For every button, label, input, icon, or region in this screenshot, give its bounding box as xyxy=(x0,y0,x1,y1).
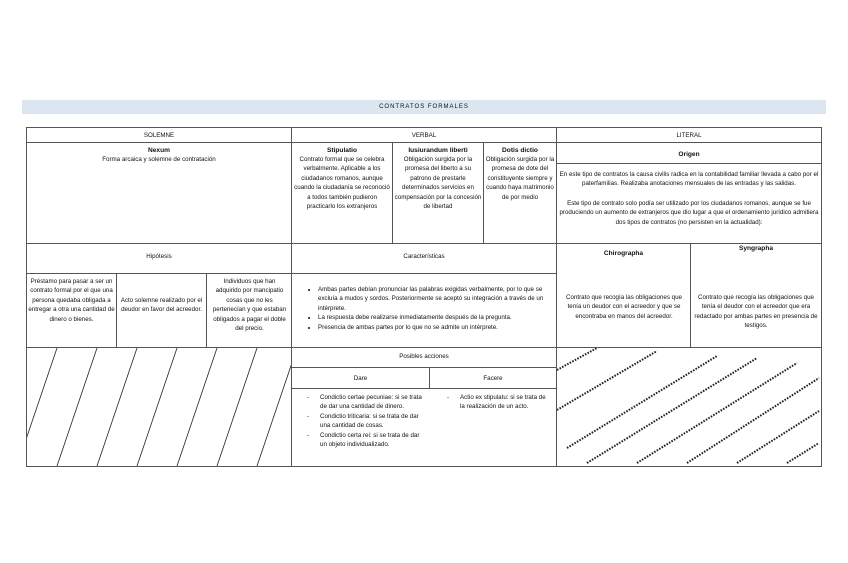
caracteristica-item: • La respuesta debe realizarse inmediatamente después de la pregunta. xyxy=(318,313,552,322)
iusiurandum-description: Obligación surgida por la promesa del liberto a su patrono de prestarle determinados servicios en compensación por la concesión de libertad xyxy=(394,156,482,211)
nexum-description: Forma arcaica y solemne de contratación xyxy=(102,156,216,163)
hipotesis-item-1: Préstamo para pasar a ser un contrato formal por el que una persona quedaba obligada a entregar a otra una cantidad de dinero o bienes. xyxy=(28,278,115,323)
hatch-solemne xyxy=(27,348,291,466)
dotis-dictio-description: Obligación surgida por la promesa de dote del constituyente siempre y cuando haya matrimonio de por medio xyxy=(485,156,555,201)
posibles-acciones-title: Posibles acciones xyxy=(399,353,449,360)
stipulatio-description: Contrato formal que se celebra verbalmente. Aplicable a los ciudadanos romanos, aunque cuando la ciudadanía se reconoció a todos también pudieron practicarlo los extranjeros xyxy=(294,156,390,211)
origen-paragraph-1: En este tipo de contratos la causa civilis radica en la contabilidad familiar llevada a cabo por el paterfamilias. Realizaba anotaciones mensuales de las entradas y las salidas. xyxy=(559,171,819,188)
syngrapha-title: Syngrapha xyxy=(738,245,774,252)
hatch-literal xyxy=(557,348,821,466)
facere-item: - Actio ex stipulatu: si se trata de la realización de un acto. xyxy=(460,393,552,412)
hipotesis-item-2: Acto solemne realizado por el deudor en favor del acreedor. xyxy=(120,297,203,314)
header-verbal: VERBAL xyxy=(411,132,437,139)
hipotesis-item-3: Individuos que han adquirido por mancipatio cosas que no les pertenecían y que estaban obligados a pagar el doble del precio. xyxy=(212,278,287,333)
table-title: CONTRATOS FORMALES xyxy=(22,100,826,114)
dare-list xyxy=(306,393,426,449)
nexum-title: Nexum xyxy=(148,147,170,154)
caracteristicas-list xyxy=(306,285,552,332)
caracteristicas-title: Características xyxy=(403,253,445,260)
hipotesis-title: Hipótesis xyxy=(146,253,172,260)
dare-title: Dare xyxy=(353,375,368,382)
caracteristica-item: • Ambas partes debían pronunciar las palabras exigidas verbalmente, por lo que se excluía a mudos y sordos. Posteriormente se aceptó su integración a través de un intérprete. xyxy=(318,285,552,313)
origen-title: Origen xyxy=(678,151,700,158)
chirographa-description: Contrato que recogía las obligaciones que tenía un deudor con el acreedor y que se encontraba en manos del acreedor. xyxy=(566,294,682,320)
header-literal: LITERAL xyxy=(676,132,702,139)
syngrapha-description: Contrato que recogía las obligaciones que tenía el deudor con el acreedor que era redactado por ambas partes en presencia de testigos. xyxy=(694,294,818,330)
origen-paragraph-2: Este tipo de contrato solo podía ser utilizado por los ciudadanos romanos, aunque se fue produciendo un aumento de extranjeros que dio lugar a que el ordenamiento jurídico admitiera dos tipos de contratos (no persisten en la actualidad): xyxy=(559,200,819,226)
chirographa-title: Chirographa xyxy=(603,250,644,257)
caracteristica-item: • Presencia de ambas partes por lo que no se admite un intérprete. xyxy=(318,323,552,332)
dare-item: - Condictio triticaria: si se trata de dar una cantidad de cosas. xyxy=(320,412,426,431)
facere-title: Facere xyxy=(483,375,503,382)
stipulatio-title: Stipulatio xyxy=(326,147,358,154)
dare-item: - Condictio certa rei: si se trata de dar un objeto individualizado. xyxy=(320,431,426,450)
dotis-dictio-title: Dotis dictio xyxy=(502,147,538,154)
facere-list xyxy=(446,393,552,412)
iusiurandum-title: Iusiurandum liberti xyxy=(408,147,468,154)
dare-item: - Condictio certae pecuniae: si se trata de dar una cantidad de dinero. xyxy=(320,393,426,412)
header-solemne: SOLEMNE xyxy=(143,132,175,139)
